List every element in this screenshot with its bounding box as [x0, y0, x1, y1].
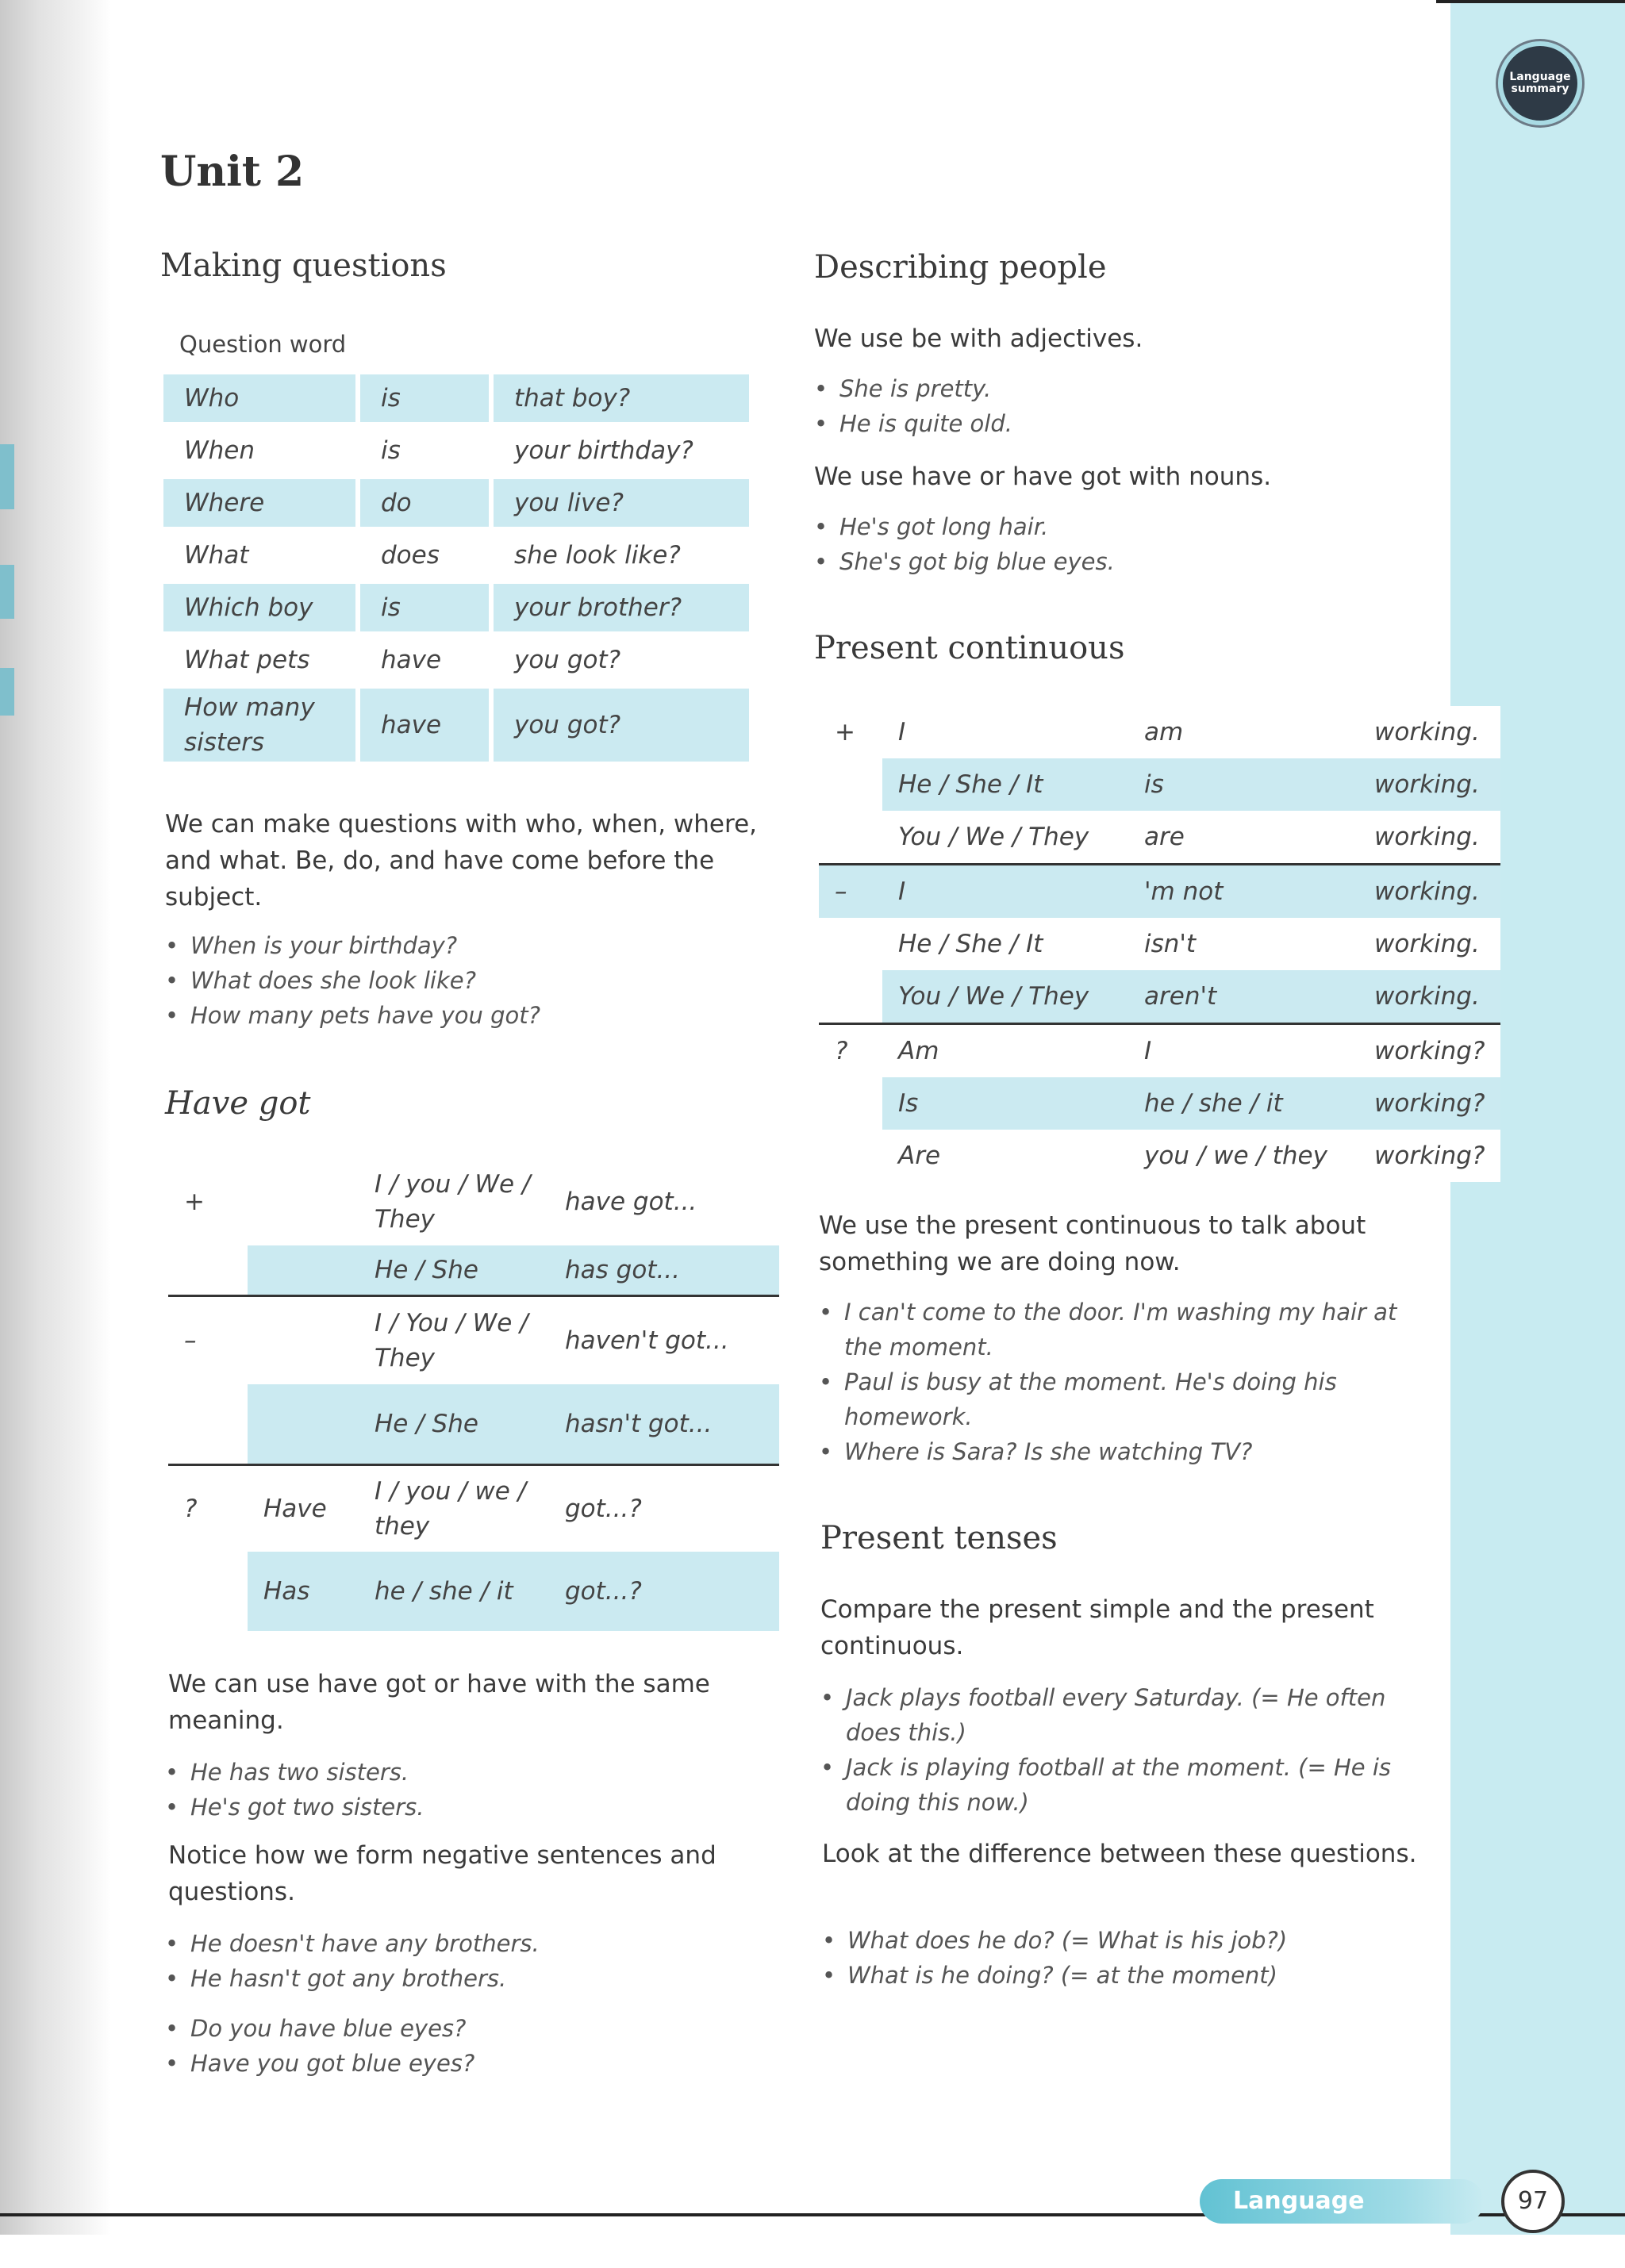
sign-cell [819, 1077, 882, 1130]
describing-people-examples-2 [814, 509, 1433, 579]
negative-sentences-note: Notice how we form negative sentences and questions. [168, 1841, 716, 1906]
present-continuous-heading: Present continuous [814, 630, 1125, 666]
list-item: • What is he doing? (= at the moment) [822, 1958, 1441, 1993]
sign-cell [168, 1552, 248, 1631]
page-number: 97 [1501, 2170, 1565, 2233]
list-item: • He hasn't got any brothers. [165, 1961, 768, 1996]
spine-tab [0, 565, 14, 619]
table-row [819, 865, 1500, 919]
table-row [819, 918, 1500, 970]
describing-people-be-note: We use be with adjectives. [814, 324, 1143, 353]
aux-cell [248, 1296, 359, 1385]
subject-cell: You / We / They [898, 823, 1089, 851]
verb-cell: working. [1358, 865, 1500, 919]
be-cell: he / she / it [1128, 1077, 1358, 1130]
verb-cell: working. [1374, 718, 1480, 746]
have-got-examples-3 [165, 2011, 768, 2081]
question-word-cell: When [184, 436, 255, 465]
sign-cell: + [835, 718, 855, 746]
verb-cell: has got... [549, 1245, 779, 1296]
verb-cell: got...? [549, 1552, 779, 1631]
list-item: • I can't come to the door. I'm washing my hair at the moment. [819, 1295, 1422, 1364]
be-cell: isn't [1144, 930, 1197, 958]
have-got-examples-2 [165, 1926, 768, 1996]
sign-cell: ? [819, 1024, 882, 1078]
subject-cell: He / She [359, 1384, 549, 1465]
sign-cell [819, 758, 882, 811]
table-row [819, 811, 1500, 865]
question-word-cell: What pets [184, 646, 310, 674]
question-word-cell: How many sisters [163, 689, 355, 762]
verb-cell: working. [1358, 970, 1500, 1024]
rest-cell: she look like? [514, 541, 681, 570]
subject-cell: Are [898, 1142, 941, 1170]
making-questions-table [159, 370, 754, 766]
be-cell: are [1144, 823, 1185, 851]
sign-cell [168, 1245, 248, 1296]
verb-cell: is [360, 584, 489, 631]
sign-cell [819, 1130, 882, 1182]
question-word-cell: Which boy [163, 584, 355, 631]
list-item: • Where is Sara? Is she watching TV? [819, 1434, 1422, 1469]
list-item: • Have you got blue eyes? [165, 2046, 768, 2081]
sign-cell: – [168, 1296, 248, 1385]
sign-cell: – [819, 865, 882, 919]
have-got-heading: Have got [165, 1085, 311, 1122]
subject-cell: Is [882, 1077, 1128, 1130]
language-summary-footer-label: Language summary [1200, 2179, 1484, 2224]
list-item: • How many pets have you got? [165, 998, 768, 1033]
verb-cell: working? [1374, 1142, 1485, 1170]
table-row [168, 1384, 779, 1465]
table-row [168, 1296, 779, 1385]
top-rule [1436, 0, 1625, 3]
present-tenses-examples-2 [822, 1923, 1441, 1993]
present-continuous-examples [819, 1295, 1422, 1469]
subject-cell: I [898, 718, 906, 746]
describing-people-have-note: We use have or have got with nouns. [814, 462, 1272, 491]
aux-cell: Have [248, 1465, 359, 1552]
verb-cell: working? [1358, 1024, 1500, 1078]
present-tenses-heading: Present tenses [820, 1520, 1058, 1556]
table-row [163, 479, 749, 527]
verb-cell: haven't got... [549, 1296, 779, 1385]
subject-cell: I [882, 865, 1128, 919]
present-tenses-examples-1 [820, 1680, 1408, 1820]
be-cell: is [1128, 758, 1358, 811]
be-cell: you / we / they [1144, 1142, 1327, 1170]
verb-cell: is [381, 436, 401, 465]
sign-cell: ? [168, 1465, 248, 1552]
book-spine-shadow [0, 0, 111, 2235]
be-cell: am [1144, 718, 1184, 746]
unit-title: Unit 2 [160, 148, 305, 196]
verb-cell: have [360, 689, 489, 762]
table-row [168, 1465, 779, 1552]
be-cell: I [1128, 1024, 1358, 1078]
be-cell: 'm not [1128, 865, 1358, 919]
verb-cell: got...? [549, 1465, 779, 1552]
table-row [819, 970, 1500, 1024]
table-row [168, 1158, 779, 1245]
subject-cell: You / We / They [882, 970, 1128, 1024]
making-questions-heading: Making questions [160, 248, 447, 284]
present-tenses-difference-note: Look at the difference between these questions. [822, 1840, 1417, 1868]
list-item: • Jack plays football every Saturday. (= He often does this.) [820, 1680, 1408, 1750]
sign-cell [819, 970, 882, 1024]
rest-cell: you got? [514, 646, 621, 674]
verb-cell: have got... [565, 1188, 697, 1216]
present-continuous-explanation: We use the present continuous to talk about something we are doing now. [819, 1211, 1366, 1276]
table-row [163, 689, 749, 762]
table-row [163, 374, 749, 422]
list-item: • What does he do? (= What is his job?) [822, 1923, 1441, 1958]
have-got-explanation: We can use have got or have with the same meaning. [168, 1670, 710, 1735]
question-word-cell: Where [163, 479, 355, 527]
subject-cell: He / She / It [882, 758, 1128, 811]
table-row [163, 532, 749, 579]
list-item: • She is pretty. [814, 371, 1433, 406]
sign-cell: + [184, 1188, 205, 1216]
making-questions-examples [165, 928, 768, 1033]
list-item: • Do you have blue eyes? [165, 2011, 768, 2046]
table-row [168, 1245, 779, 1296]
verb-cell: have [381, 646, 442, 674]
list-item: • He's got two sisters. [165, 1790, 768, 1825]
question-word-header: Question word [179, 331, 347, 358]
list-item: • She's got big blue eyes. [814, 544, 1433, 579]
table-row [163, 427, 749, 474]
list-item: • What does she look like? [165, 963, 768, 998]
sign-cell [168, 1384, 248, 1465]
rest-cell: your brother? [494, 584, 749, 631]
language-summary-badge: Language summary [1498, 41, 1582, 125]
verb-cell: hasn't got... [549, 1384, 779, 1465]
making-questions-explanation: We can make questions with who, when, where, and what. Be, do, and have come before the subject. [165, 810, 757, 911]
verb-cell: working. [1374, 930, 1480, 958]
aux-cell: Has [248, 1552, 359, 1631]
rest-cell: your birthday? [514, 436, 693, 465]
list-item: • He's got long hair. [814, 509, 1433, 544]
verb-cell: do [360, 479, 489, 527]
list-item: • He has two sisters. [165, 1755, 768, 1790]
question-word-cell: What [184, 541, 249, 570]
sign-cell [819, 918, 882, 970]
table-row [819, 1130, 1500, 1182]
present-continuous-table [819, 706, 1500, 1182]
rest-cell: you got? [494, 689, 749, 762]
be-cell: aren't [1128, 970, 1358, 1024]
spine-tab [0, 668, 14, 716]
table-row [163, 636, 749, 684]
list-item: • He doesn't have any brothers. [165, 1926, 768, 1961]
question-word-cell: Who [163, 374, 355, 422]
list-item: • He is quite old. [814, 406, 1433, 441]
table-row [819, 758, 1500, 811]
verb-cell: working. [1374, 823, 1480, 851]
sign-cell [819, 811, 882, 865]
verb-cell: does [381, 541, 440, 570]
present-tenses-compare-note: Compare the present simple and the present continuous. [820, 1595, 1374, 1660]
subject-cell: Am [882, 1024, 1128, 1078]
aux-cell [248, 1158, 359, 1245]
verb-cell: working. [1358, 758, 1500, 811]
list-item: • When is your birthday? [165, 928, 768, 963]
describing-people-examples-1 [814, 371, 1433, 441]
table-row [168, 1552, 779, 1631]
have-got-table [168, 1158, 779, 1631]
subject-cell: He / She [359, 1245, 549, 1296]
table-row [819, 706, 1500, 758]
subject-cell: He / She / It [898, 930, 1043, 958]
subject-cell: I / you / We / They [375, 1170, 531, 1234]
aux-cell [248, 1384, 359, 1465]
subject-cell: I / you / we / they [359, 1465, 549, 1552]
list-item: • Paul is busy at the moment. He's doing his homework. [819, 1364, 1422, 1434]
subject-cell: he / she / it [359, 1552, 549, 1631]
table-row [163, 584, 749, 631]
rest-cell: you live? [494, 479, 749, 527]
table-row [819, 1024, 1500, 1078]
subject-cell: I / You / We / They [359, 1296, 549, 1385]
list-item: • Jack is playing football at the moment. (= He is doing this now.) [820, 1750, 1408, 1820]
verb-cell: is [360, 374, 489, 422]
table-row [819, 1077, 1500, 1130]
have-got-examples-1 [165, 1755, 768, 1825]
spine-tab [0, 444, 14, 509]
rest-cell: that boy? [494, 374, 749, 422]
verb-cell: working? [1358, 1077, 1500, 1130]
aux-cell [248, 1245, 359, 1296]
describing-people-heading: Describing people [814, 249, 1107, 286]
